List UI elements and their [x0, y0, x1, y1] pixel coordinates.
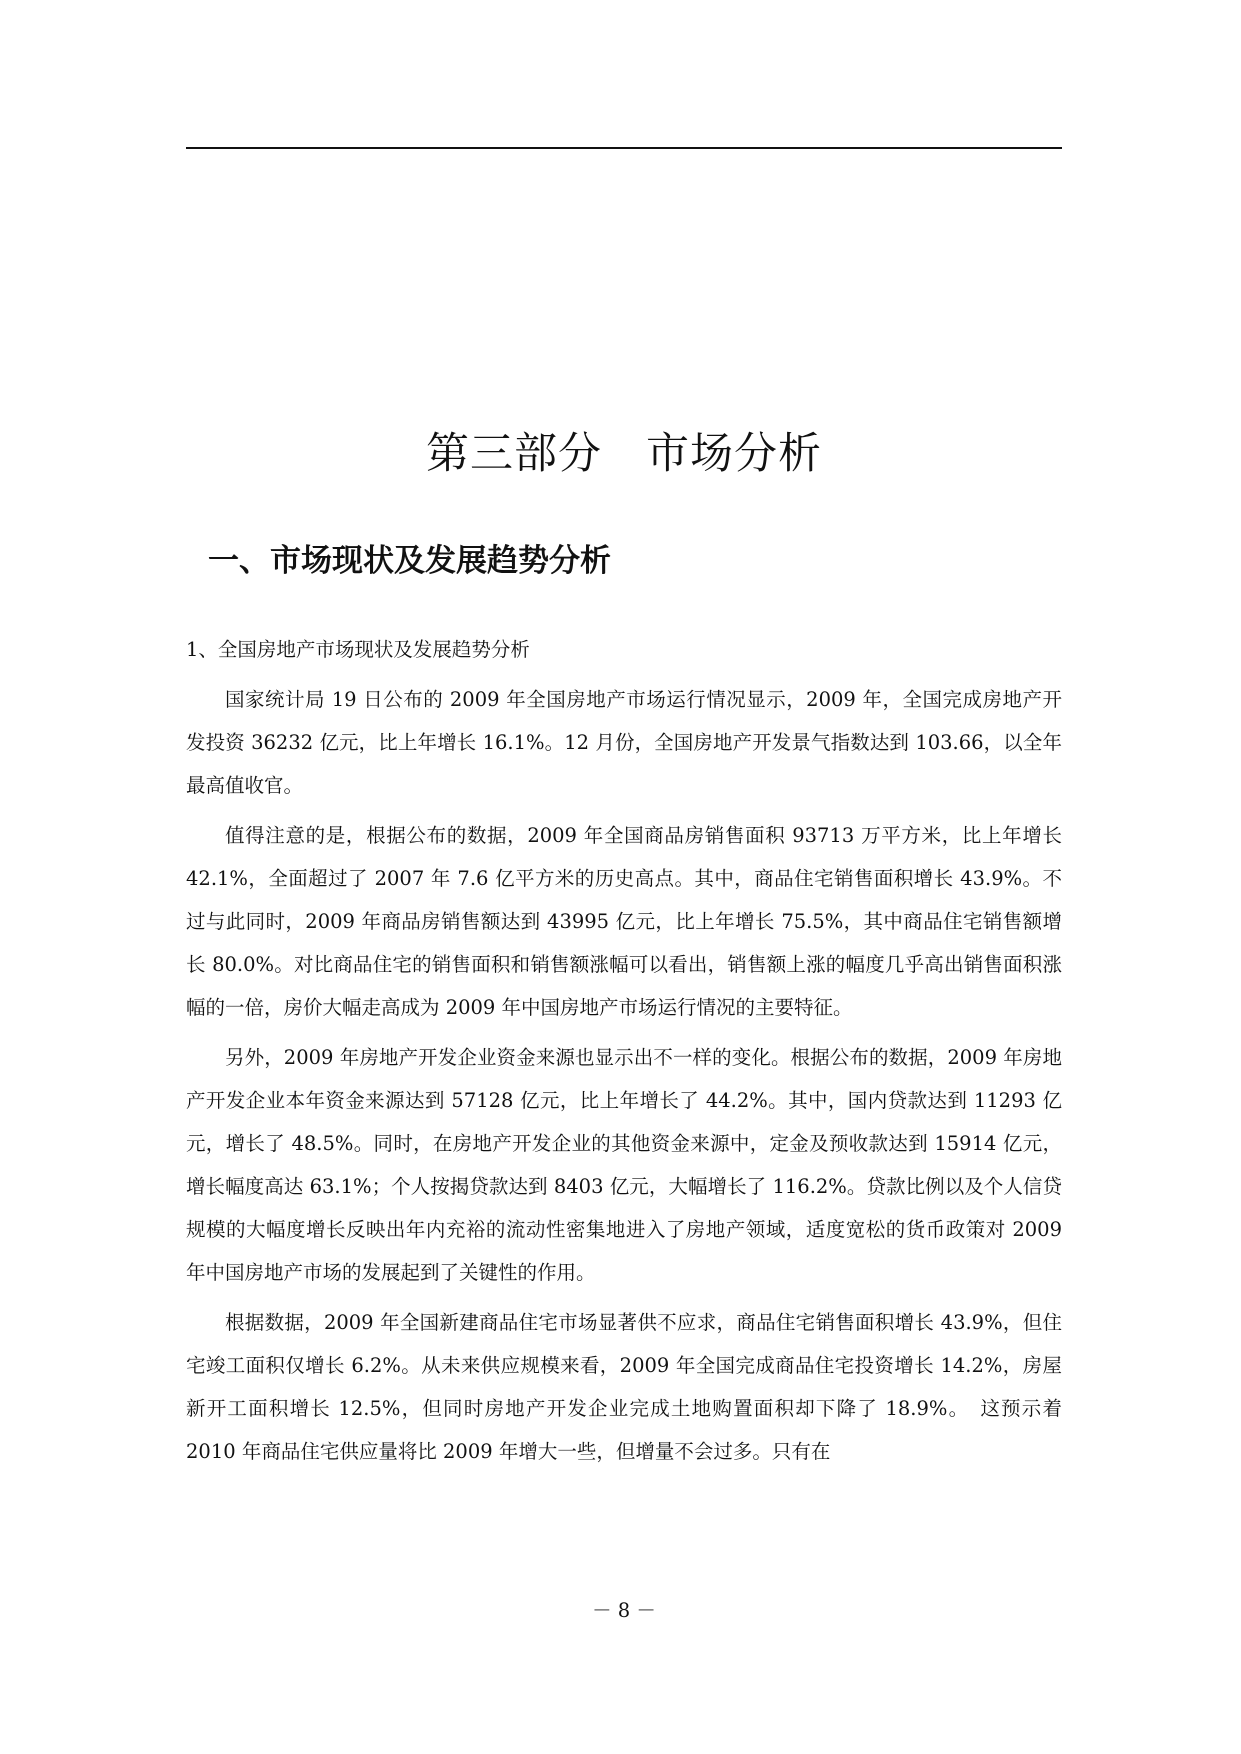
subheading: 1、全国房地产市场现状及发展趋势分析: [186, 638, 530, 661]
paragraph: 根据数据，2009 年全国新建商品住宅市场显著供不应求，商品住宅销售面积增长 43.9%，但住宅竣工面积仅增长 6.2%。从未来供应规模来看，2009 年全国完成商品住宅投资增长 14.2%，房屋新开工面积增长 12.5%，但同时房地产开发企业完成土地购置面积却下降了 18.9%。 这预示着 2010 年商品住宅供应量将比 2009 年增大一些，但增量不会过多。只有在: [186, 1311, 1062, 1463]
page-number: － 8 －: [592, 1599, 656, 1622]
body-text: [186, 628, 1062, 1473]
paragraph: 国家统计局 19 日公布的 2009 年全国房地产市场运行情况显示，2009 年，全国完成房地产开发投资 36232 亿元，比上年增长 16.1%。12 月份，全国房地产开发景气指数达到 103.66，以全年最高值收官。: [186, 688, 1062, 797]
paragraph: 值得注意的是，根据公布的数据，2009 年全国商品房销售面积 93713 万平方米，比上年增长 42.1%，全面超过了 2007 年 7.6 亿平方米的历史高点。其中，商品住宅销售面积增长 43.9%。不过与此同时，2009 年商品房销售额达到 43995 亿元，比上年增长 75.5%，其中商品住宅销售额增长 80.0%。对比商品住宅的销售面积和销售额涨幅可以看出，销售额上涨的幅度几乎高出销售面积涨幅的一倍，房价大幅走高成为 2009 年中国房地产市场运行情况的主要特征。: [186, 824, 1062, 1019]
header-rule: [186, 147, 1062, 149]
part-title: 第三部分 市场分析: [426, 429, 822, 479]
paragraph: 另外，2009 年房地产开发企业资金来源也显示出不一样的变化。根据公布的数据，2009 年房地产开发企业本年资金来源达到 57128 亿元，比上年增长了 44.2%。其中，国内贷款达到 11293 亿元，增长了 48.5%。同时，在房地产开发企业的其他资金来源中，定金及预收款达到 15914 亿元，增长幅度高达 63.1%；个人按揭贷款达到 8403 亿元，大幅增长了 116.2%。贷款比例以及个人信贷规模的大幅度增长反映出年内充裕的流动性密集地进入了房地产领域，适度宽松的货币政策对 2009 年中国房地产市场的发展起到了关键性的作用。: [186, 1046, 1062, 1284]
section-title: 一、市场现状及发展趋势分析: [208, 543, 611, 579]
